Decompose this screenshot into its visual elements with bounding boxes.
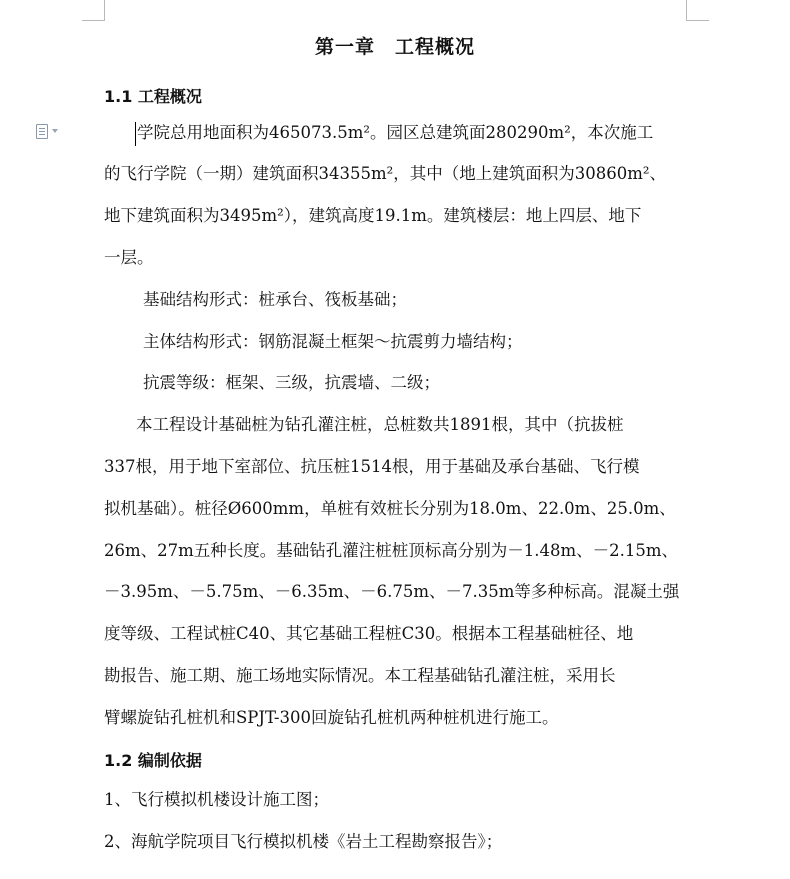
paragraph-line[interactable]: 勘报告、施工期、施工场地实际情况。本工程基础钻孔灌注桩，采用长 [104,666,616,685]
chapter-title: 第一章 工程概况 [314,36,475,58]
paragraph-line[interactable]: 的飞行学院（一期）建筑面积34355m²，其中（地上建筑面积为30860m²、 [104,164,666,183]
paragraph-line[interactable]: 本工程设计基础桩为钻孔灌注桩，总桩数共1891根，其中（抗拔桩 [136,415,624,434]
text-cursor [135,122,136,146]
document-icon [36,124,48,139]
paragraph-line[interactable]: 度等级、工程试桩C40、其它基础工程桩C30。根据本工程基础桩径、地 [104,624,634,643]
list-item[interactable]: 1、飞行模拟机楼设计施工图； [104,790,329,809]
chevron-down-icon [52,129,58,133]
paragraph-line[interactable]: 学院总用地面积为465073.5m²。园区总建筑面280290m²，本次施工 [137,123,654,142]
paragraph-options-icon[interactable] [36,124,64,138]
paragraph-line[interactable]: 抗震等级：框架、三级，抗震墙、二级； [143,373,440,392]
paragraph-line[interactable]: 26m、27m五种长度。基础钻孔灌注桩桩顶标高分别为－1.48m、－2.15m、 [104,541,679,560]
paragraph-line[interactable]: 基础结构形式：桩承台、筏板基础； [143,290,407,309]
paragraph-line[interactable]: 337根，用于地下室部位、抗压桩1514根，用于基础及承台基础、飞行模 [104,457,640,476]
section-heading-1-2: 1.2 编制依据 [104,751,202,770]
list-item[interactable]: 2、海航学院项目飞行模拟机楼《岩土工程勘察报告》； [104,832,503,851]
paragraph-line[interactable]: 臂螺旋钻孔桩机和SPJT-300回旋钻孔桩机两种桩机进行施工。 [104,708,559,727]
paragraph-line[interactable]: 拟机基础）。桩径Ø600mm，单桩有效桩长分别为18.0m、22.0m、25.0m、 [104,499,676,518]
crop-mark-top-right [686,0,709,21]
section-heading-1-1: 1.1 工程概况 [104,87,202,106]
paragraph-line[interactable]: －3.95m、－5.75m、－6.35m、－6.75m、－7.35m等多种标高。混凝土强 [104,582,680,601]
paragraph-line[interactable]: 一层。 [104,248,154,267]
paragraph-line[interactable]: 主体结构形式：钢筋混凝土框架～抗震剪力墙结构； [143,332,523,351]
paragraph-line[interactable]: 地下建筑面积为3495m²），建筑高度19.1m。建筑楼层：地上四层、地下 [104,206,642,225]
crop-mark-top-left [82,0,105,21]
